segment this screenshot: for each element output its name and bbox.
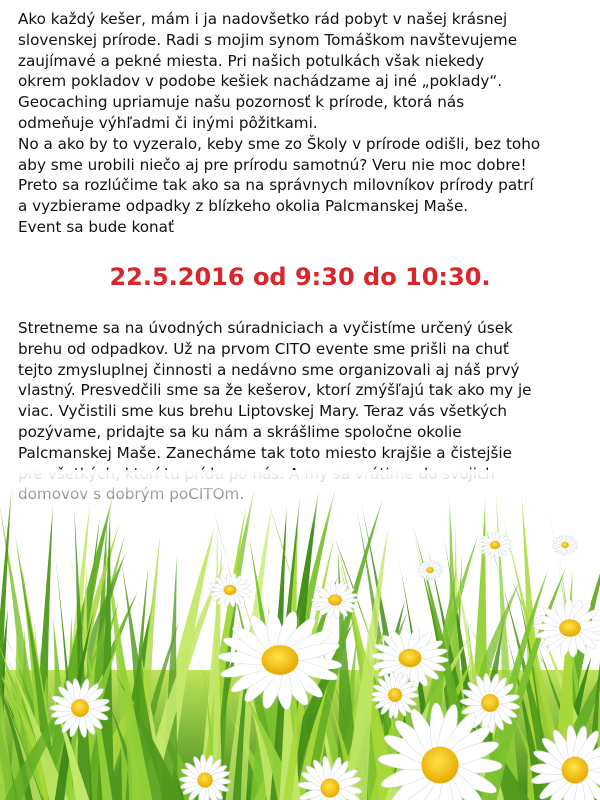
intro-line: No a ako by to vyzeralo, keby sme zo Školy v prírode odišli, bez toho — [18, 134, 541, 153]
body-line: Palcmanskej Maše. Zanecháme tak toto miesto krajšie a čistejšie — [18, 443, 512, 462]
body-line: viac. Vyčistili sme kus brehu Liptovskej Mary. Teraz vás všetkých — [18, 402, 508, 421]
intro-paragraph — [18, 9, 590, 238]
intro-line: Ako každý kešer, mám i ja nadovšetko rád pobyt v našej krásnej — [18, 10, 508, 28]
body-line: Stretneme sa na úvodných súradniciach a vyčistíme určený úsek — [18, 319, 513, 337]
daisy-meadow-illustration — [0, 470, 600, 800]
intro-line: odmeňuje výhľadmi či inými pôžitkami. — [18, 113, 318, 132]
intro-line: slovenskej prírode. Radi s mojim synom Tomáškom navštevujeme — [18, 30, 518, 49]
event-datetime: 22.5.2016 od 9:30 do 10:30. — [109, 263, 491, 291]
body-line: brehu od odpadkov. Už na prvom CITO evente sme prišli na chuť — [18, 339, 509, 358]
intro-line: Event sa bude konať — [18, 217, 174, 236]
body-line: pozývame, pridajte sa ku nám a skrášlime spoločne okolie — [18, 422, 462, 441]
body-line: vlastný. Presvedčili sme sa že kešerov, ktorí zmýšľajú tak ako my je — [18, 381, 532, 400]
body-line: tejto zmysluplnej činnosti a nedávno sme organizovali aj náš prvý — [18, 360, 520, 379]
intro-line: a vyzbierame odpadky z blízkeho okolia Palcmanskej Maše. — [18, 197, 469, 216]
intro-line: Geocaching upriamuje našu pozornosť k prírode, ktorá nás — [18, 93, 465, 112]
intro-line: okrem pokladov v podobe kešiek nachádzame aj iné „poklady“. — [18, 72, 503, 91]
intro-line: aby sme urobili niečo aj pre prírodu samotnú? Veru nie moc dobre! — [18, 155, 527, 174]
intro-line: Preto sa rozlúčime tak ako sa na správnych milovníkov prírody patrí — [18, 176, 534, 195]
intro-line: zaujímavé a pekné miesta. Pri našich potulkách však niekedy — [18, 51, 485, 70]
